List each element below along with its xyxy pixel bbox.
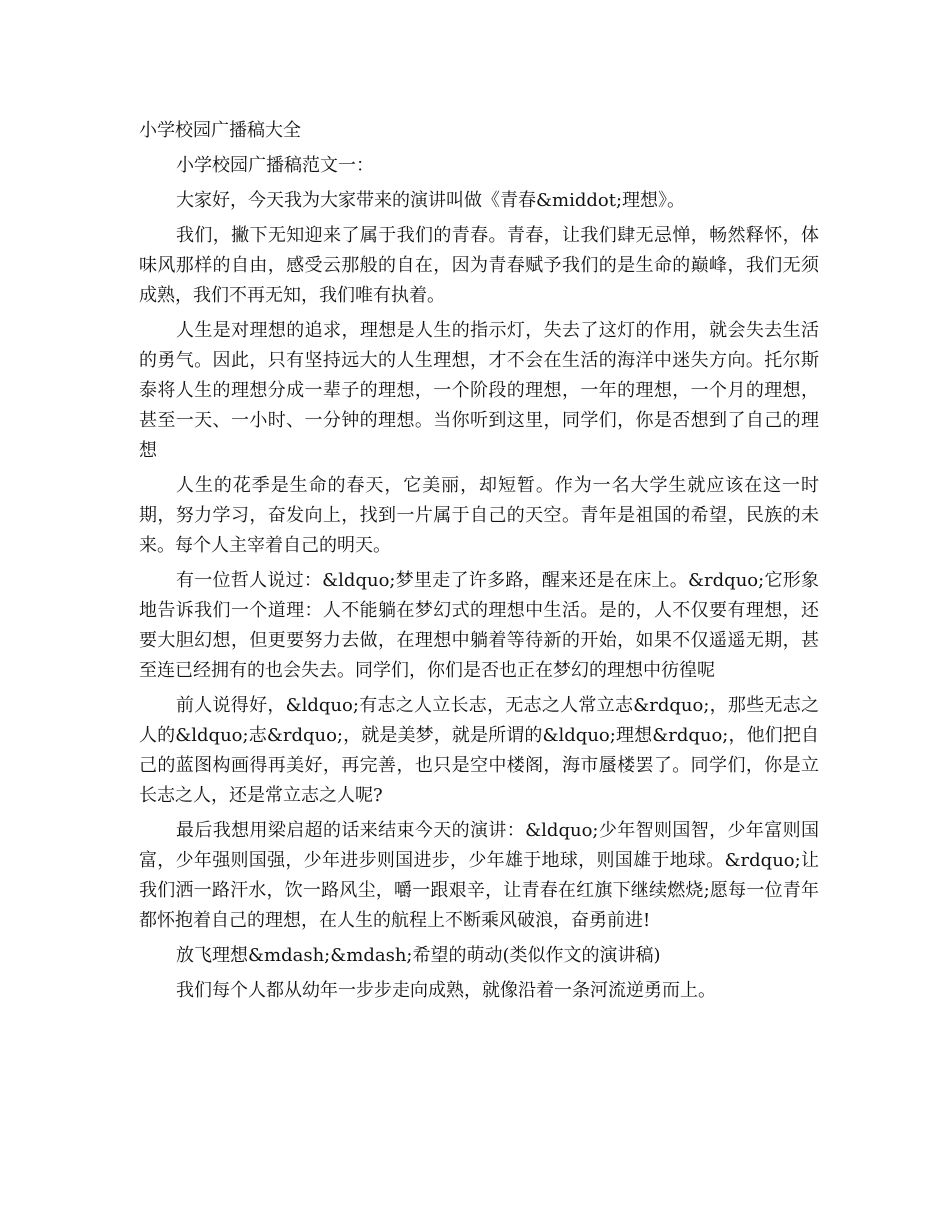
paragraph-ideals: 人生是对理想的追求，理想是人生的指示灯，失去了这灯的作用，就会失去生活的勇气。因此，只有坚持远大的人生理想，才不会在生活的海洋中迷失方向。托尔斯泰将人生的理想分成一辈子的理想，一个阶段的理想，一年的理想，一个月的理想，甚至一天、一小时、一分钟的理想。当你听到这里，同学们，你是否想到了自己的理想 [139,320,819,461]
paragraph-subtitle: 小学校园广播稿范文一： [176,155,374,176]
paragraph-conclusion: 最后我想用梁启超的话来结束今天的演讲：&ldquo;少年智则国智，少年富则国富，少年强则国强，少年进步则国进步，少年雄于地球，则国雄于地球。&rdquo;让我们洒一路汗水，饮一路风尘，嚼一跟艰辛，让青春在红旗下继续燃烧;愿每一位青年都怀抱着自己的理想，在人生的航程上不断乘风破浪，奋勇前进! [139,820,819,931]
document-title: 小学校园广播稿大全 [139,120,301,141]
paragraph-river: 我们每个人都从幼年一步步走向成熟，就像沿着一条河流逆勇而上。 [176,980,716,1001]
paragraph-ambition: 前人说得好，&ldquo;有志之人立长志，无志之人常立志&rdquo;，那些无志之人的&ldquo;志&rdquo;，就是美梦，就是所谓的&ldquo;理想&rdquo;，他们把自己的蓝图构画得再美好，再完善，也只是空中楼阁，海市蜃楼罢了。同学们，你是立长志之人，还是常立志之人呢? [139,695,819,806]
paragraph-philosopher: 有一位哲人说过：&ldquo;梦里走了许多路，醒来还是在床上。&rdquo;它形象地告诉我们一个道理：人不能躺在梦幻式的理想中生活。是的，人不仅要有理想，还要大胆幻想，但更要努力去做，在理想中躺着等待新的开始，如果不仅遥遥无期，甚至连已经拥有的也会失去。同学们，你们是否也正在梦幻的理想中彷徨呢 [139,570,819,681]
paragraph-season: 人生的花季是生命的春天，它美丽，却短暂。作为一名大学生就应该在这一时期，努力学习，奋发向上，找到一片属于自己的天空。青年是祖国的希望，民族的未来。每个人主宰着自己的明天。 [139,475,819,556]
paragraph-heading-2: 放飞理想&mdash;&mdash;希望的萌动(类似作文的演讲稿) [176,945,661,966]
paragraph-youth: 我们，撇下无知迎来了属于我们的青春。青春，让我们肆无忌惮，畅然释怀，体味风那样的自由，感受云那般的自在，因为青春赋予我们的是生命的巅峰，我们无须成熟，我们不再无知，我们唯有执着。 [139,225,819,306]
paragraph-greeting: 大家好，今天我为大家带来的演讲叫做《青春&middot;理想》。 [176,190,686,211]
document-body [139,116,819,1011]
